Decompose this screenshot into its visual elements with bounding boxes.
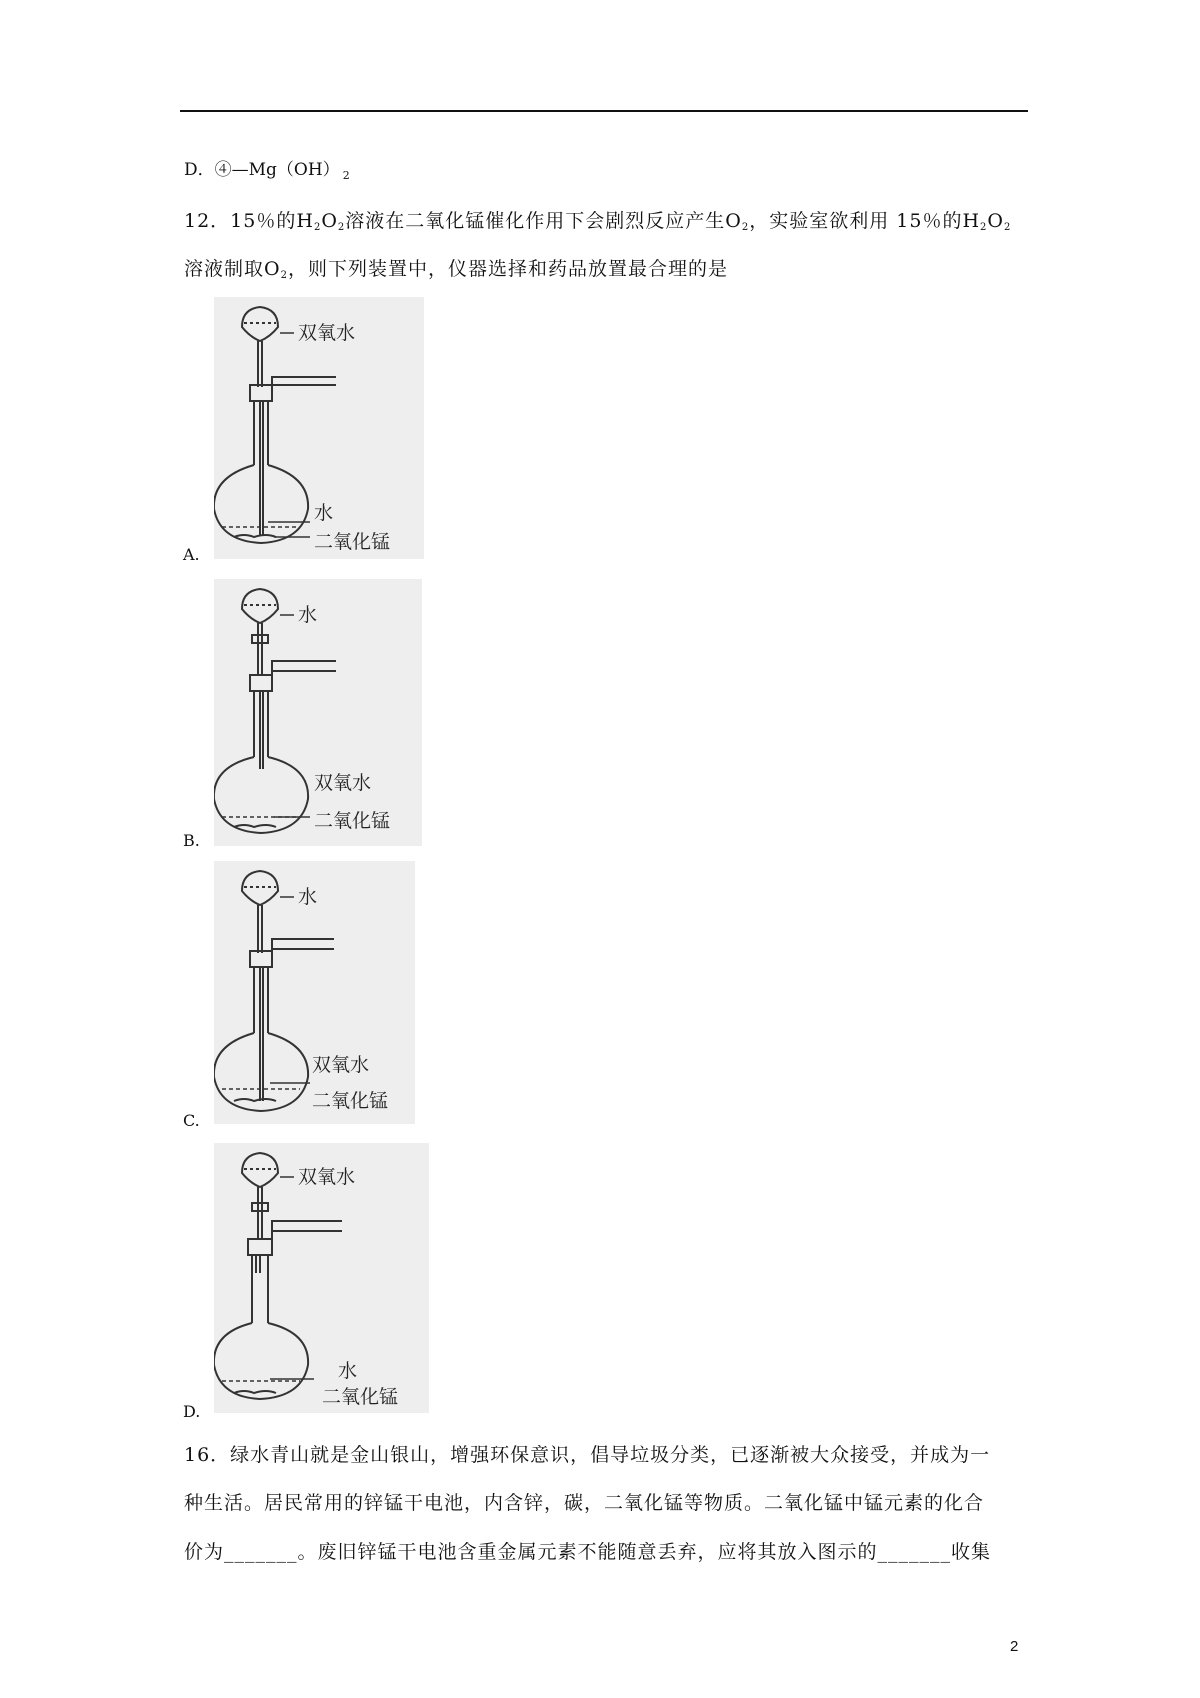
label-funnel-liquid: 水 [298,886,318,908]
label-funnel-liquid: 双氧水 [298,1166,356,1188]
question-12-line-1: 12．15％的$H_2O_2$溶液在二氧化锰催化作用下会剧烈反应产生$O_2$，实验室欲利用 15％的$H_2O_2$ [184,210,1012,233]
label-flask-liquid: 双氧水 [314,772,372,794]
previous-option-d: D．④—Mg（OH） $_2$ [184,160,350,182]
label-flask-liquid: 水 [314,502,334,524]
header-rule [180,110,1028,112]
option-d-label: D. [183,1402,201,1421]
label-solid: 二氧化锰 [322,1386,399,1408]
option-b-label: B. [183,831,200,850]
figure-option-d [214,1143,429,1413]
option-a-label: A. [183,545,200,564]
label-solid: 二氧化锰 [314,810,391,832]
label-funnel-liquid: 水 [298,604,318,626]
figure-option-a [214,297,424,559]
question-12-line-2: 溶液制取$O_2$，则下列装置中，仪器选择和药品放置最合理的是 [184,258,728,281]
label-flask-liquid: 双氧水 [312,1054,370,1076]
question-16-line-2: 种生活。居民常用的锌锰干电池，内含锌，碳，二氧化锰等物质。二氧化锰中锰元素的化合 [184,1492,985,1514]
label-solid: 二氧化锰 [314,531,391,553]
question-16-line-1: 16．绿水青山就是金山银山，增强环保意识，倡导垃圾分类，已逐渐被大众接受，并成为一 [184,1444,991,1466]
label-funnel-liquid: 双氧水 [298,322,356,344]
figure-option-c [214,861,415,1124]
question-16-line-3: 价为_______。废旧锌锰干电池含重金属元素不能随意丢弃，应将其放入图示的_______收集 [184,1541,992,1563]
figure-option-b [214,579,422,846]
page-number: 2 [1010,1638,1019,1655]
label-solid: 二氧化锰 [312,1090,389,1112]
label-flask-liquid: 水 [338,1360,358,1382]
option-c-label: C. [183,1111,200,1130]
